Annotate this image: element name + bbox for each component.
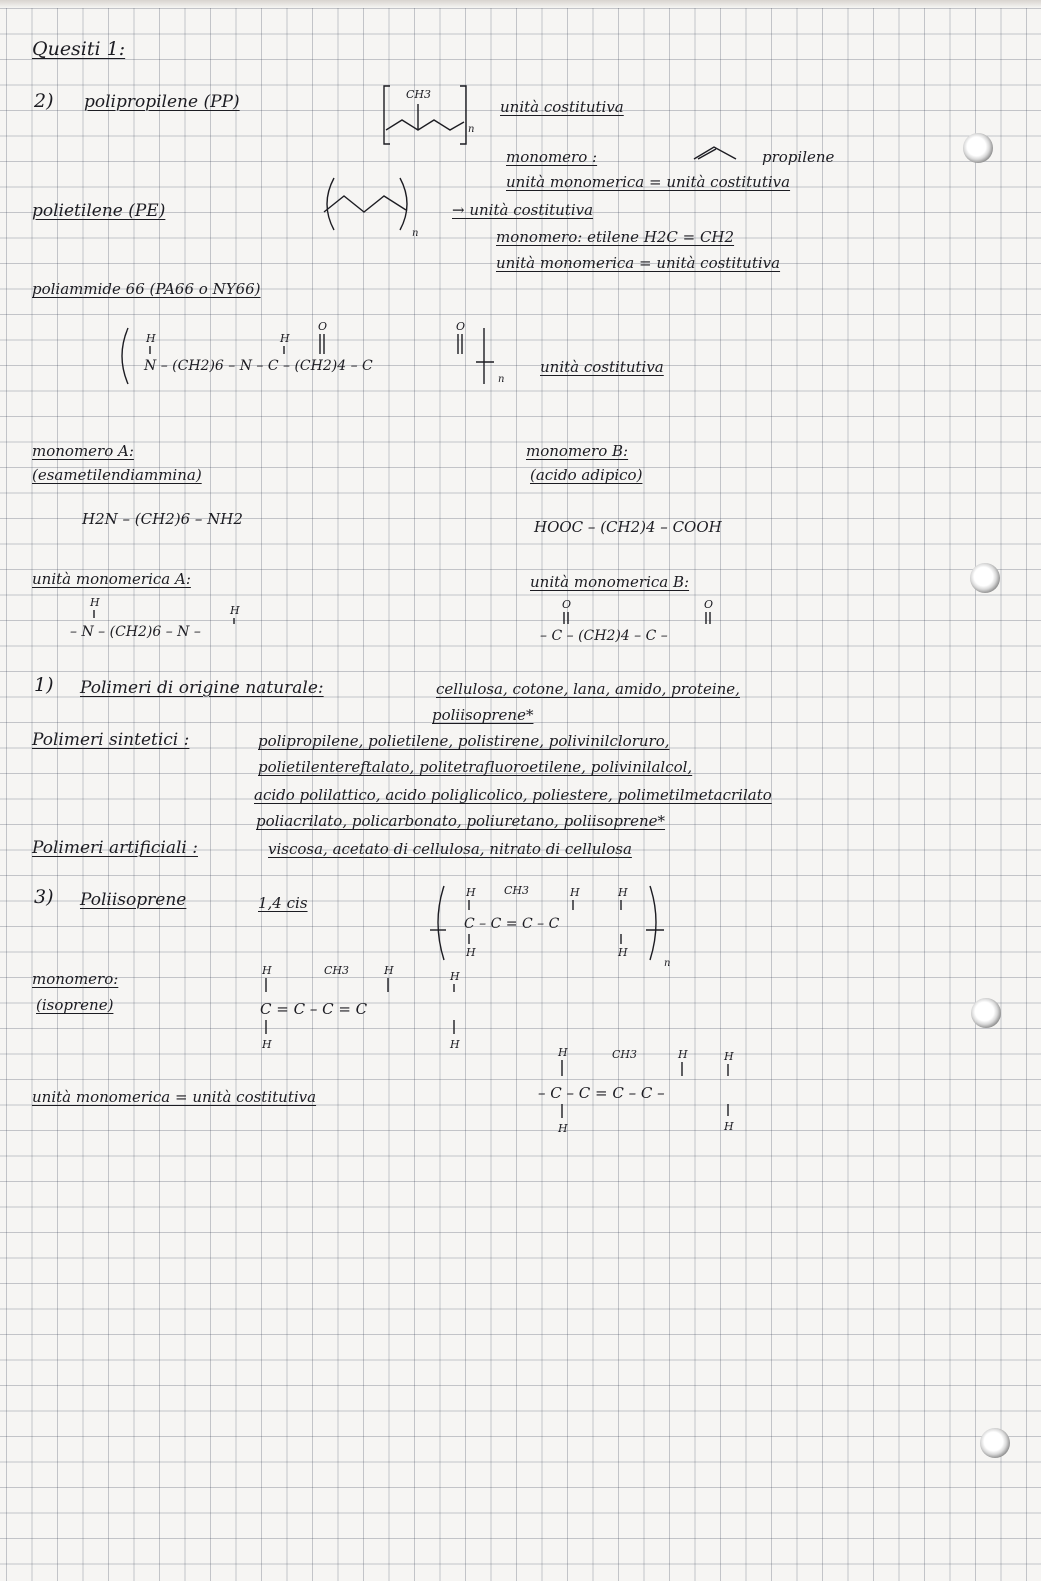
svg-text:H: H <box>466 886 476 899</box>
natural-line1: cellulosa, cotone, lana, amido, proteine, <box>436 680 740 698</box>
page-title: Quesiti 1: <box>32 38 126 60</box>
pa66-o1: O <box>318 320 328 333</box>
svg-text:H: H <box>262 1038 272 1051</box>
unit-a-structure <box>66 594 286 644</box>
svg-text:CH3: CH3 <box>612 1048 638 1061</box>
monomer-b-formula: HOOC – (CH2)4 – COOH <box>534 518 722 536</box>
pe-unit-label: → unità costitutiva <box>452 201 594 219</box>
svg-text:H: H <box>90 596 100 609</box>
pe-subscript: n <box>412 228 419 239</box>
synthetic-line1: polipropilene, polietilene, polistirene, polivinilcloruro, <box>258 732 670 750</box>
binder-hole <box>971 998 1001 1028</box>
pe-equality: unità monomerica = unità costitutiva <box>496 254 781 272</box>
pa66-chain: N – (CH2)6 – N – C – (CH2)4 – C <box>144 358 373 374</box>
svg-text:H: H <box>570 886 580 899</box>
pp-unit-label: unità costitutiva <box>500 98 624 116</box>
svg-text:H: H <box>558 1046 568 1059</box>
pp-monomer-label: monomero : <box>506 148 598 166</box>
pa66-structure <box>112 322 532 392</box>
pe-monomer: monomero: etilene H2C = CH2 <box>496 228 735 246</box>
q3-name: Poliisoprene <box>80 890 187 910</box>
pp-subscript: n <box>468 124 475 135</box>
synthetic-label: Polimeri sintetici : <box>32 730 190 750</box>
monomer-a-label: monomero A: <box>32 442 134 460</box>
pp-ch3: CH3 <box>406 88 432 101</box>
pe-name: polietilene (PE) <box>32 201 166 221</box>
binder-hole <box>970 563 1000 593</box>
unit-b-label: unità monomerica B: <box>530 573 690 591</box>
svg-text:H: H <box>558 1122 568 1135</box>
polyisoprene-structure <box>424 880 684 970</box>
svg-text:H: H <box>262 964 272 977</box>
page-edge <box>0 0 1041 8</box>
svg-text:H: H <box>618 886 628 899</box>
svg-text:O: O <box>704 598 714 611</box>
svg-text:H: H <box>384 964 394 977</box>
unit-a-formula: – N – (CH2)6 – N – <box>70 624 201 640</box>
pa66-subscript: n <box>498 374 505 385</box>
svg-text:H: H <box>724 1120 734 1133</box>
isoprene-label: monomero: <box>32 970 119 988</box>
binder-hole <box>980 1428 1010 1458</box>
svg-text:O: O <box>562 598 572 611</box>
natural-line2: poliisoprene* <box>432 706 534 724</box>
svg-text:H: H <box>678 1048 688 1061</box>
pa66-o2: O <box>456 320 466 333</box>
isoprene-name: (isoprene) <box>36 996 114 1014</box>
pa66-unit-label: unità costitutiva <box>540 358 664 376</box>
polyisoprene-chain: C – C = C – C <box>464 916 560 932</box>
unit-a-label: unità monomerica A: <box>32 570 191 588</box>
binder-hole <box>963 133 993 163</box>
svg-text:H: H <box>618 946 628 959</box>
q2-number: 2) <box>34 90 54 112</box>
q3-config: 1,4 cis <box>258 894 308 912</box>
isoprene-unit-label: unità monomerica = unità costitutiva <box>32 1088 317 1106</box>
pa66-h2: H <box>280 332 290 345</box>
unit-b-structure <box>536 596 756 648</box>
isoprene-unit-structure <box>536 1040 786 1136</box>
pp-equality: unità monomerica = unità costitutiva <box>506 173 791 191</box>
isoprene-unit-chain: – C – C = C – C – <box>538 1084 665 1102</box>
q3-number: 3) <box>34 886 54 908</box>
q1-number: 1) <box>34 674 54 696</box>
pa66-name: poliammide 66 (PA66 o NY66) <box>32 280 261 298</box>
pa66-h1: H <box>146 332 156 345</box>
svg-text:CH3: CH3 <box>324 964 350 977</box>
pp-name: polipropilene (PP) <box>84 92 240 112</box>
svg-text:H: H <box>450 970 460 983</box>
synthetic-line2: polietilentereftalato, politetrafluoroetilene, polivinilalcol, <box>258 758 693 776</box>
pp-monomer-name: propilene <box>762 148 835 166</box>
isoprene-structure <box>252 958 482 1054</box>
svg-text:H: H <box>724 1050 734 1063</box>
artificial-label: Polimeri artificiali : <box>32 838 198 858</box>
monomer-a-formula: H2N – (CH2)6 – NH2 <box>82 510 243 528</box>
synthetic-line4: poliacrilato, policarbonato, poliuretano, poliisoprene* <box>256 812 666 830</box>
propylene-structure <box>690 143 750 163</box>
monomer-b-name: (acido adipico) <box>530 466 643 484</box>
svg-text:H: H <box>230 604 240 617</box>
pe-structure <box>310 172 430 242</box>
pp-structure <box>380 82 480 152</box>
monomer-b-label: monomero B: <box>526 442 629 460</box>
isoprene-chain: C = C – C = C <box>260 1000 368 1018</box>
svg-text:CH3: CH3 <box>504 884 530 897</box>
svg-text:H: H <box>466 946 476 959</box>
unit-b-formula: – C – (CH2)4 – C – <box>540 628 668 644</box>
monomer-a-name: (esametilendiammina) <box>32 466 202 484</box>
artificial-line: viscosa, acetato di cellulosa, nitrato di cellulosa <box>268 840 632 858</box>
natural-label: Polimeri di origine naturale: <box>80 678 324 698</box>
synthetic-line3: acido polilattico, acido poliglicolico, poliestere, polimetilmetacrilato <box>254 786 772 804</box>
svg-text:n: n <box>664 958 671 969</box>
svg-text:H: H <box>450 1038 460 1051</box>
